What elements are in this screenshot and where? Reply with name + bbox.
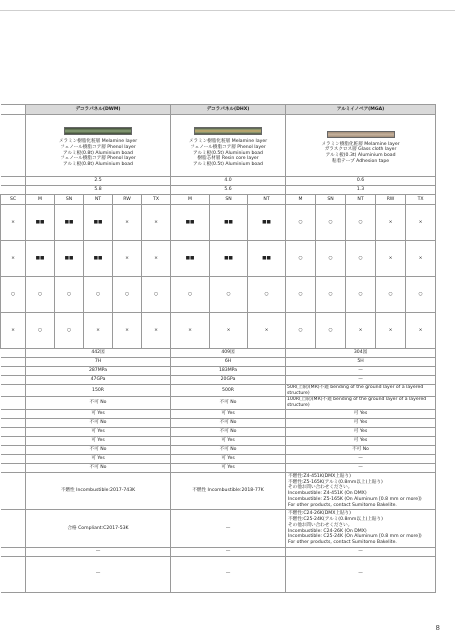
dash-row: — — — (1, 547, 436, 556)
panel-swatch (64, 127, 132, 135)
spec-row: 不可 No 不可 No 100R(上限)(MR)不適 bending of the ground layer of a layered structure) (1, 397, 436, 409)
spec-row: 不可 No 不可 No 不可 No (1, 445, 436, 454)
mark-row: × ○ ○ × × × × × × ○ ○ × × × (1, 313, 436, 349)
spec-row: 可 Yes 可 Yes — (1, 454, 436, 463)
dash-row: — — — (1, 556, 436, 592)
spec-row: 150R 500R 50R(上限)(MR)不適 bending of the ground layer of a layered structure) (1, 385, 436, 397)
layer-structure: メラミン樹脂化粧層 Melamine layer フェノール樹脂コア層 Phenol layer アルミ板(0.5t) Aluminium boad 樹脂芯材層 Resin core layer アルミ板(0.5t) Aluminium boad (171, 115, 286, 177)
spec-row: 442図 409図 304図 (1, 349, 436, 358)
product-name: デコラパネル(DWM) (26, 105, 171, 115)
fire-row: 合格 Compliant:C2017-53K — 不燃性:C24-26K(DMX上貼り) 不燃性:C25-24K(アルミ(0.8mm以上)上貼り) その他お問い合わせください。 Incombustible: C24-26K (On DMX) Incombustible: C25-24K (On Aluminum [0.8 mm or more]) For other products, contact Sumitomo Bakelite. (1, 510, 436, 547)
fire-note: 不燃性:Z4-451K(DMX上貼り) 不燃性:Z5-165K(アルミ(0.8mm以上)上貼り) その他お問い合わせください。 Incombustible: Z4-451K (On DMX) Incombustible: Z5-165K (On Aluminum [0.8 mm or more]) For other products, contact Sumitomo Bakelite. (286, 472, 436, 509)
product-name: デコラパネル(DHX) (171, 105, 286, 115)
layer-structure: メラミン樹脂化粧層 Melamine layer フェノール樹脂コア層 Phenol layer アルミ板(0.8t) Aluminium boad フェノール樹脂コア層 Phenol layer アルミ板(0.8t) Aluminium boad (26, 115, 171, 177)
mark-row: ○ ○ ○ ○ ○ ○ ○ ○ ○ ○ ○ ○ ○ ○ (1, 277, 436, 313)
mark-row: × ■■ ■■ ■■ × × ■■ ■■ ■■ ○ ○ ○ × × (1, 205, 436, 241)
thickness-row: 2.5 4.0 0.6 (1, 177, 436, 186)
spec-row: 7H 6H 5H (1, 358, 436, 367)
spec-row: 可 Yes 可 Yes 可 Yes (1, 409, 436, 418)
panel-swatch (327, 131, 395, 138)
spec-table (0, 104, 436, 593)
page-number: 8 (435, 624, 440, 632)
fire-row: 不燃性 Incombustible:2017-743K 不燃性 Incombustible:2018-77K 不燃性:Z4-451K(DMX上貼り) 不燃性:Z5-165K(アルミ(0.8mm以上)上貼り) その他お問い合わせください。 Incombustible: Z4-451K (On DMX) Incombustible: Z5-165K (On Aluminum [0.8 mm or more]) For other products, contact Sumitomo Bakelite. (1, 472, 436, 509)
spec-row: 可 Yes 可 Yes 可 Yes (1, 436, 436, 445)
panel-swatch (194, 127, 262, 135)
spec-row: 47GPa 20GPa — (1, 376, 436, 385)
layer-structure: メラミン樹脂化粧層 Melamine layer ガラスクロス層 Glass cloth layer アルミ板(0.3t) Aluminium boad 粘着テープ Adhesion tape (286, 115, 436, 177)
top-rule (0, 10, 455, 11)
finish-header-row: SC M SN NT RW TX M SN NT M SN NT RW TX (1, 195, 436, 205)
layer-structure-row (1, 115, 436, 177)
fire-note: 不燃性:C24-26K(DMX上貼り) 不燃性:C25-24K(アルミ(0.8mm以上)上貼り) その他お問い合わせください。 Incombustible: C24-26K (On DMX) Incombustible: C25-24K (On Aluminum [0.8 mm or more]) For other products, contact Sumitomo Bakelite. (286, 510, 436, 547)
spec-row: 不可 No 不可 No 可 Yes (1, 418, 436, 427)
spec-row: 可 Yes 不可 No 可 Yes (1, 427, 436, 436)
spec-row: 不可 No 可 Yes — (1, 463, 436, 472)
spec-row: 287MPa 183MPa — (1, 367, 436, 376)
product-name: アルミイノベア(MGA) (286, 105, 436, 115)
mark-row: × ■■ ■■ ■■ × × ■■ ■■ ■■ ○ ○ ○ × × (1, 241, 436, 277)
product-header-row (1, 105, 436, 115)
weight-row: 5.8 5.6 1.3 (1, 186, 436, 195)
